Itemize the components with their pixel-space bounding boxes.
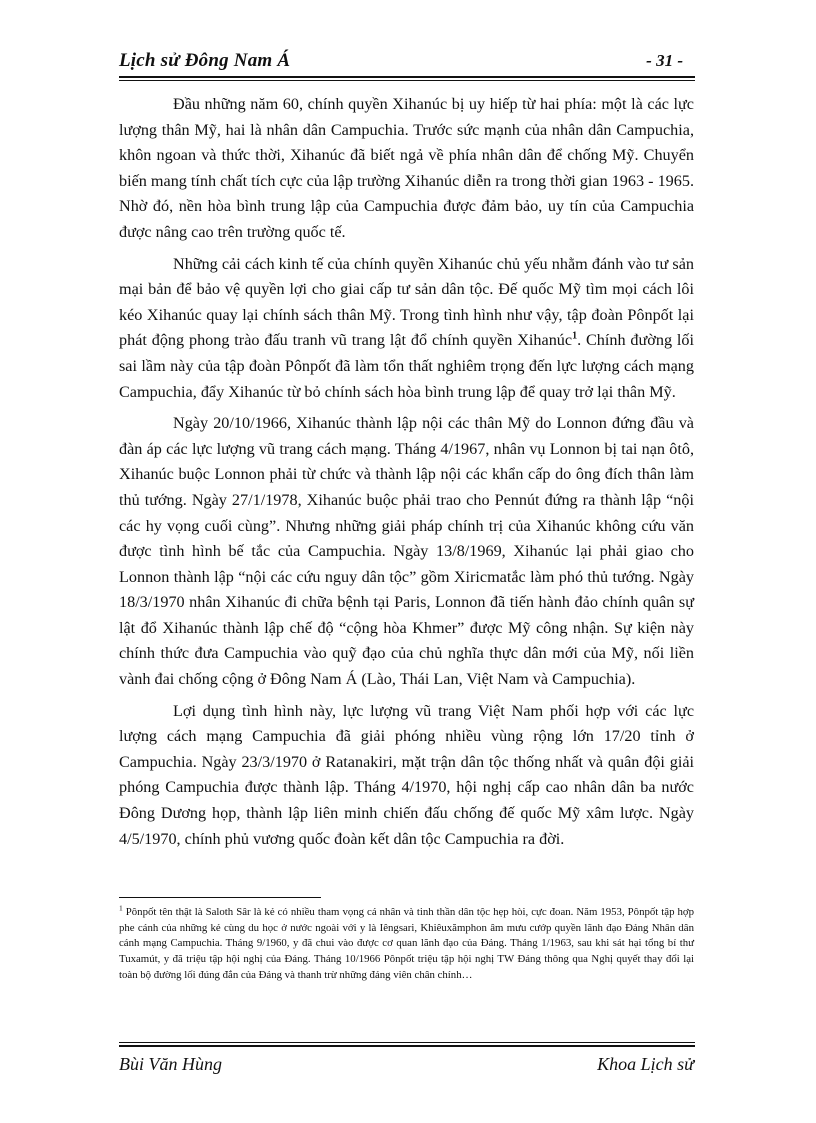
page-header [119, 48, 697, 76]
footnote-separator [119, 897, 321, 898]
footnote-reference[interactable]: 1 [572, 330, 578, 342]
footnote-marker: 1 [119, 903, 123, 913]
footer-rule [119, 1045, 695, 1047]
paragraph [119, 252, 694, 406]
paragraph: Ngày 20/10/1966, Xihanúc thành lập nội các thân Mỹ do Lonnon đứng đầu và đàn áp các lực lượng vũ trang cách mạng. Tháng 4/1967, nhân vụ Lonnon bị tai nạn ôtô, Xihanúc buộc Lonnon phải từ chức và thành lập nội các khẩn cấp do ông đích thân làm thủ tướng. Ngày 27/1/1978, Xihanúc buộc phải trao cho Pennút đứng ra thành lập “nội các hy vọng cuối cùng”. Nhưng những giải pháp chính trị của Xihanúc không cứu văn được tình hình bế tắc của Campuchia. Ngày 13/8/1969, Xihanúc lại phải giao cho Lonnon thành lập “nội các cứu nguy dân tộc” gồm Xiricmatắc làm phó thủ tướng. Ngày 18/3/1970 nhân Xihanúc đi chữa bệnh tại Paris, Lonnon đã tiến hành đảo chính quân sự lật đổ Xihanúc thành lập chế độ “cộng hòa Khmer” được Mỹ công nhận. Sự kiện này chính thức đưa Campuchia vào quỹ đạo của chủ nghĩa thực dân mới của Mỹ, nối liền vành đai chống cộng ở Đông Nam Á (Lào, Thái Lan, Việt Nam và Campuchia). [119, 414, 694, 689]
paragraph: Lợi dụng tình hình này, lực lượng vũ trang Việt Nam phối hợp với các lực lượng cách mạng Campuchia đã giải phóng nhiều vùng rộng lớn 17/20 tỉnh ở Campuchia. Ngày 23/3/1970 ở Ratanakiri, mặt trận dân tộc thống nhất và quân đội giải phóng Campuchia được thành lập. Tháng 4/1970, hội nghị cấp cao nhân dân ba nước Đông Dương họp, thành lập liên minh chiến đấu chống đế quốc Mỹ xâm lược. Ngày 4/5/1970, chính phủ vương quốc đoàn kết dân tộc Campuchia ra đời. [119, 701, 694, 848]
header-rule-thin [119, 80, 695, 81]
header-rule [119, 76, 695, 78]
paragraph: Đầu những năm 60, chính quyền Xihanúc bị uy hiếp từ hai phía: một là các lực lượng thân Mỹ, hai là nhân dân Campuchia. Trước sức mạnh của nhân dân Campuchia, khôn ngoan và thức thời, Xihanúc đã biết ngả về phía nhân dân để chống Mỹ. Chuyển biến mang tính chất tích cực của lập trường Xihanúc diễn ra trong thời gian 1963 - 1965. Nhờ đó, nền hòa bình trung lập của Campuchia được đảm bảo, uy tín của Campuchia được nâng cao trên trường quốc tế. [119, 95, 694, 241]
footnote [119, 905, 694, 984]
paragraph-text: . Chính đường lối sai lầm này của tập đoàn Pônpốt đã làm tổn thất nghiêm trọng đến lực lượng cách mạng Campuchia, đẩy Xihanúc từ bỏ chính sách hòa bình trung lập để quay trở lại thân Mỹ. [119, 331, 694, 401]
page-number: - 31 - [646, 51, 683, 70]
footer-rule-thin [119, 1042, 695, 1043]
footnote-text: Pônpốt tên thật là Saloth Sâr là kẻ có nhiều tham vọng cá nhân và tinh thần dân tộc hẹp hòi, cực đoan. Năm 1953, Pônpốt tập hợp phe cánh của những kẻ cùng du học ở nước ngoài với y là Iêngsari, Khiêuxămphon âm mưu cướp quyền lãnh đạo Đảng Nhân dân cánh mạng Campuchia. Tháng 9/1960, y đã chui vào được cơ quan lãnh đạo của Đảng. Tháng 1/1963, sau khi sát hại tổng bí thư Tuxamút, y đã triệu tập hội nghị của Đảng. Tháng 10/1966 Pônpốt triệu tập hội nghị TW Đảng thông qua Nghị quyết thay đổi lại toàn bộ đường lối đúng đắn của Đảng và thanh trừ những đảng viên chân chính… [119, 906, 694, 981]
header-title: Lịch sử Đông Nam Á [119, 50, 291, 71]
body-text [119, 92, 694, 858]
paragraph-text: Những cải cách kinh tế của chính quyền Xihanúc chủ yếu nhằm đánh vào tư sản mại bản để bảo vệ quyền lợi cho giai cấp tư sản dân tộc. Đế quốc Mỹ tìm mọi cách lôi kéo Xihanúc quay lại chính sách thân Mỹ. Trong tình hình như vậy, tập đoàn Pônpốt lại phát động phong trào đấu tranh vũ trang lật đổ chính quyền Xihanúc [119, 254, 694, 350]
footer-department: Khoa Lịch sử [597, 1054, 694, 1074]
footer-author: Bùi Văn Hùng [119, 1054, 222, 1074]
